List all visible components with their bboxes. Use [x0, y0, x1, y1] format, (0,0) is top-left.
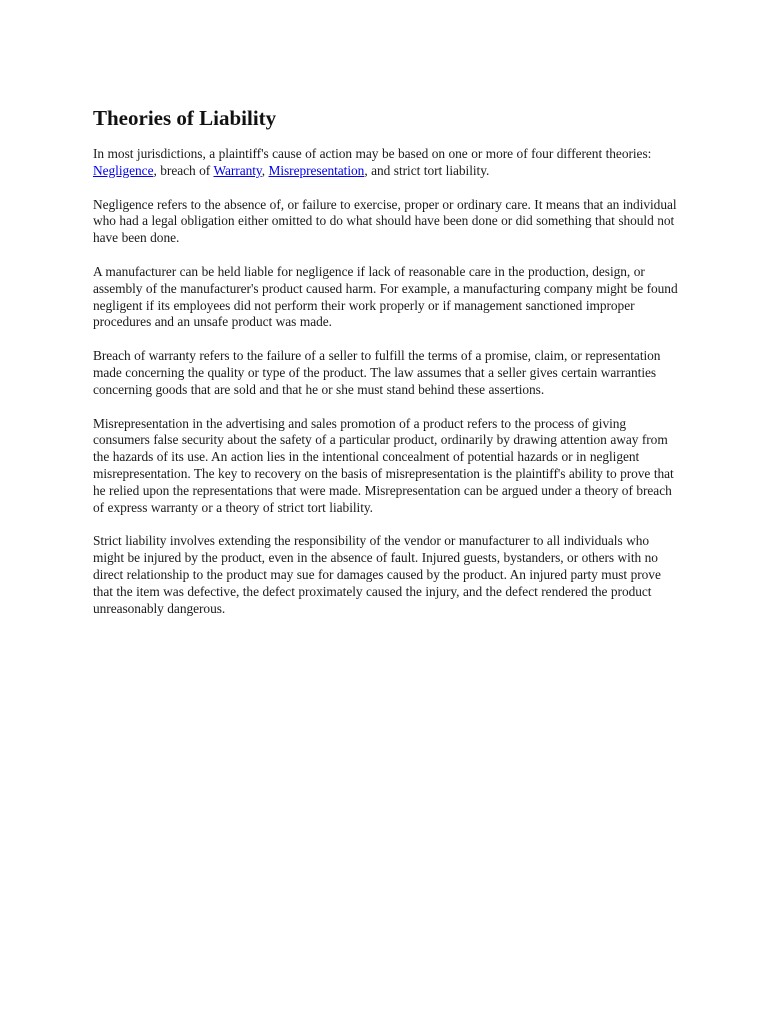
page-title: Theories of Liability	[93, 106, 277, 130]
intro-paragraph	[93, 146, 683, 180]
intro-separator-2: ,	[261, 162, 269, 178]
negligence-paragraph: Negligence refers to the absence of, or failure to exercise, proper or ordinary care. It means that an individual who had a legal obligation either omitted to do what should have been done or did something that should not have been done.	[93, 196, 677, 246]
intro-separator-1: , breach of	[153, 162, 214, 178]
intro-text-after: , and strict tort liability.	[364, 162, 490, 178]
warranty-link[interactable]: Warranty	[213, 162, 262, 178]
document-page	[93, 104, 683, 634]
misrepresentation-paragraph: Misrepresentation in the advertising and sales promotion of a product refers to the process of giving consumers false security about the safety of a particular product, ordinarily by drawing attention away from the hazards of its use. An action lies in the intentional concealment of potential hazards or in negligent misrepresentation. The key to recovery on the basis of misrepresentation is the plaintiff's ability to prove that he relied upon the representations that were made. Misrepresentation can be argued under a theory of breach of express warranty or a theory of strict tort liability.	[93, 415, 674, 515]
misrepresentation-link[interactable]: Misrepresentation	[268, 162, 365, 178]
breach-of-warranty-paragraph: Breach of warranty refers to the failure of a seller to fulfill the terms of a promise, claim, or representation made concerning the quality or type of the product. The law assumes that a seller gives certain warranties concerning goods that are sold and that he or she must stand behind these assertions.	[93, 348, 661, 397]
strict-liability-paragraph: Strict liability involves extending the responsibility of the vendor or manufacturer to all individuals who might be injured by the product, even in the absence of fault. Injured guests, bystanders, or others with no direct relationship to the product may sue for damages caused by the product. An injured party must prove that the item was defective, the defect proximately caused the injury, and the defect rendered the product unreasonably dangerous.	[93, 533, 661, 616]
negligence-link[interactable]: Negligence	[93, 162, 154, 178]
manufacturer-negligence-paragraph: A manufacturer can be held liable for negligence if lack of reasonable care in the production, design, or assembly of the manufacturer's product caused harm. For example, a manufacturing company might be found negligent if its employees did not perform their work properly or if management sanctioned improper procedures and an unsafe product was made.	[93, 263, 678, 330]
intro-text-before: In most jurisdictions, a plaintiff's cause of action may be based on one or more of four different theories:	[93, 146, 652, 161]
